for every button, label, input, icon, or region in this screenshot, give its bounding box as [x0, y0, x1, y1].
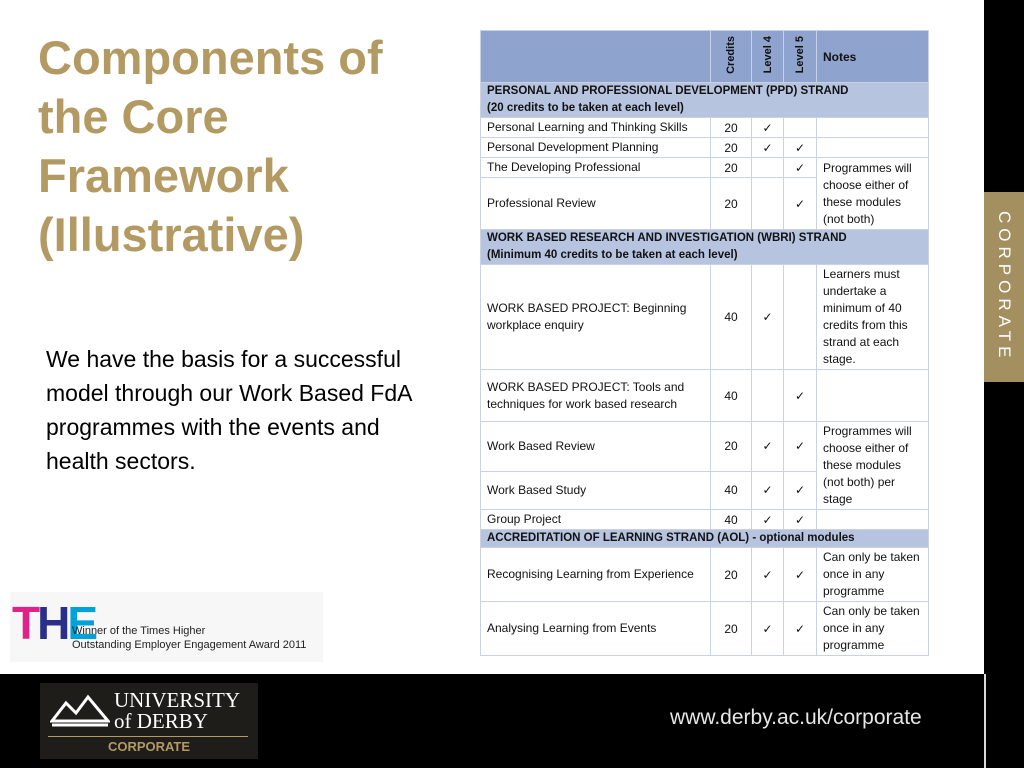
corporate-side-tab [984, 192, 1024, 382]
module-name: WORK BASED PROJECT: Tools and techniques for work based research [481, 370, 711, 422]
level-4-cell [752, 370, 784, 422]
credits-cell: 20 [711, 158, 752, 178]
check-icon: ✓ [794, 439, 806, 454]
level-4-cell [752, 178, 784, 230]
module-name: Professional Review [481, 178, 711, 230]
table-row [481, 422, 929, 472]
level-5-cell [784, 158, 817, 178]
module-name: Personal Learning and Thinking Skills [481, 118, 711, 138]
check-icon: ✓ [794, 140, 806, 155]
level-5-cell [784, 265, 817, 370]
notes-cell: Programmes will choose either of these modules (not both) [817, 158, 929, 230]
slide-title: Components of the Core Framework (Illustrative) [38, 31, 383, 261]
credits-cell: 20 [711, 602, 752, 656]
table-body [481, 83, 929, 656]
footer-corner [984, 674, 1024, 768]
strand-title-text: PERSONAL AND PROFESSIONAL DEVELOPMENT (PPD) STRAND [487, 85, 849, 97]
corporate-tab-label: CORPORATE [995, 211, 1014, 363]
credits-cell: 20 [711, 138, 752, 158]
credits-cell: 40 [711, 471, 752, 509]
check-icon: ✓ [762, 512, 773, 527]
check-icon: ✓ [762, 567, 773, 582]
level-5-cell [784, 118, 817, 138]
credits-cell: 40 [711, 370, 752, 422]
table-row [481, 138, 929, 158]
table-row [481, 602, 929, 656]
level-5-cell [784, 602, 817, 656]
level-5-cell [784, 370, 817, 422]
logo-corporate-text: CORPORATE [107, 739, 191, 754]
level-5-cell [784, 178, 817, 230]
table-row [481, 510, 929, 530]
notes-cell: Can only be taken once in any programme [817, 602, 929, 656]
check-icon: ✓ [794, 621, 806, 636]
award-line-2: Outstanding Employer Engagement Award 2011 [72, 639, 307, 651]
logo-derby-text: of DERBY [114, 709, 208, 733]
level-5-cell [784, 548, 817, 602]
module-name: The Developing Professional [481, 158, 711, 178]
notes-cell [817, 118, 929, 138]
notes-cell [817, 138, 929, 158]
check-icon: ✓ [794, 483, 806, 498]
level-5-cell [784, 471, 817, 509]
credits-cell: 40 [711, 510, 752, 530]
derby-mountains-icon [50, 691, 110, 729]
header-module [481, 31, 711, 83]
check-icon: ✓ [794, 512, 806, 527]
module-name: Recognising Learning from Experience [481, 548, 711, 602]
notes-cell: Learners must undertake a minimum of 40 credits from this strand at each stage. [817, 265, 929, 370]
notes-cell: Can only be taken once in any programme [817, 548, 929, 602]
notes-cell: Programmes will choose either of these modules (not both) per stage [817, 422, 929, 510]
level-5-cell [784, 510, 817, 530]
level-4-cell [752, 138, 784, 158]
credits-cell: 20 [711, 178, 752, 230]
level-4-cell [752, 118, 784, 138]
check-icon: ✓ [794, 196, 806, 211]
table-row [481, 548, 929, 602]
the-logo: THE [12, 597, 96, 649]
notes-cell [817, 510, 929, 530]
strand-title-text: WORK BASED RESEARCH AND INVESTIGATION (WBRI) STRAND [487, 232, 847, 244]
module-name: Work Based Study [481, 471, 711, 509]
check-icon: ✓ [762, 483, 773, 498]
logo-university-text: UNIVERSITY [114, 688, 240, 712]
level-5-cell [784, 422, 817, 472]
strand-header-row [481, 530, 929, 548]
level-4-cell [752, 265, 784, 370]
check-icon: ✓ [762, 621, 773, 636]
header-notes: Notes [817, 31, 929, 83]
level-4-cell [752, 422, 784, 472]
check-icon: ✓ [794, 567, 806, 582]
table-row [481, 118, 929, 138]
module-name: Personal Development Planning [481, 138, 711, 158]
strand-subtitle-text: (Minimum 40 credits to be taken at each level) [487, 249, 738, 261]
check-icon: ✓ [762, 310, 773, 324]
check-icon: ✓ [794, 160, 806, 175]
level-4-cell [752, 548, 784, 602]
strand-title [481, 83, 929, 118]
module-name: Group Project [481, 510, 711, 530]
credits-cell: 20 [711, 548, 752, 602]
strand-header-row [481, 230, 929, 265]
level-4-cell [752, 602, 784, 656]
level-4-cell [752, 158, 784, 178]
table-row [481, 158, 929, 178]
credits-cell: 40 [711, 265, 752, 370]
check-icon: ✓ [762, 120, 773, 135]
header-level-4: Level 4 [752, 31, 784, 83]
university-logo [40, 683, 258, 759]
credits-cell: 20 [711, 118, 752, 138]
header-credits: Credits [711, 31, 752, 83]
strand-title [481, 230, 929, 265]
times-higher-award-badge [10, 592, 323, 662]
level-4-cell [752, 510, 784, 530]
level-5-cell [784, 138, 817, 158]
table-row [481, 265, 929, 370]
header-level-5: Level 5 [784, 31, 817, 83]
notes-cell [817, 370, 929, 422]
module-name: WORK BASED PROJECT: Beginning workplace enquiry [481, 265, 711, 370]
table-header-row [481, 31, 929, 83]
slide-body-text: We have the basis for a successful model through our Work Based FdA programmes with the events and health sectors. [46, 346, 412, 474]
footer-url: www.derby.ac.uk/corporate [670, 706, 922, 729]
check-icon: ✓ [762, 140, 773, 155]
check-icon: ✓ [794, 388, 806, 403]
strand-subtitle-text: (20 credits to be taken at each level) [487, 102, 684, 114]
logo-divider [48, 736, 248, 737]
module-name: Analysing Learning from Events [481, 602, 711, 656]
credits-cell: 20 [711, 422, 752, 472]
award-line-1: Winner of the Times Higher [72, 625, 206, 637]
strand-title [481, 530, 929, 548]
strand-title-text: ACCREDITATION OF LEARNING STRAND (AOL) - optional modules [487, 532, 855, 544]
table-row [481, 370, 929, 422]
level-4-cell [752, 471, 784, 509]
strand-header-row [481, 83, 929, 118]
core-framework-table [480, 30, 929, 656]
module-name: Work Based Review [481, 422, 711, 472]
check-icon: ✓ [762, 439, 773, 454]
core-framework-table-wrap [480, 30, 928, 662]
